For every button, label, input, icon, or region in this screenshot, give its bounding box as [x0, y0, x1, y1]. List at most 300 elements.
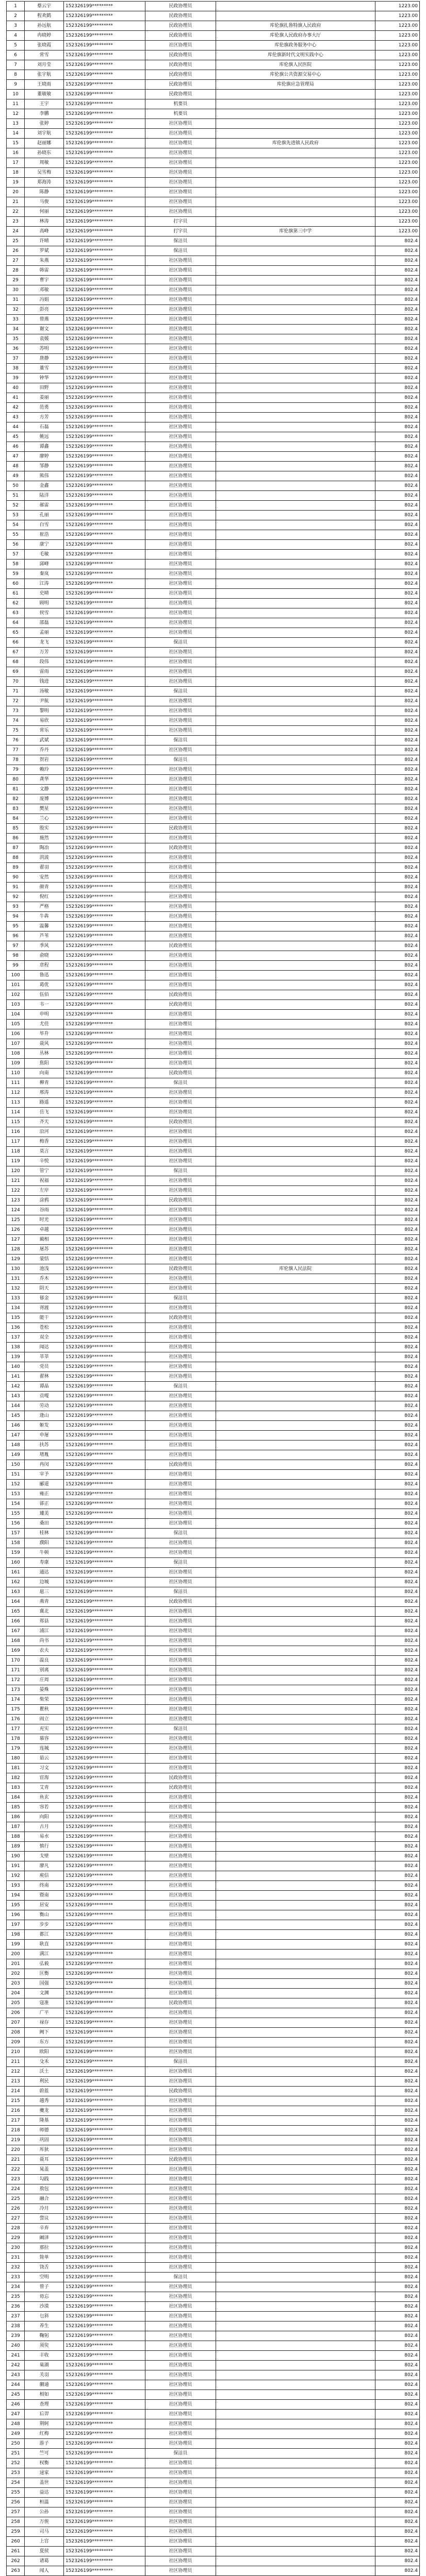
work-unit-cell [216, 2184, 375, 2194]
person-name-cell: 芦苇 [25, 931, 64, 941]
position-cell: 社区协理员 [145, 1656, 216, 1666]
position-cell: 社区协理员 [145, 1646, 216, 1656]
person-name-cell: 曾燕 [25, 315, 64, 325]
work-unit-cell [216, 1832, 375, 1842]
amount-cell: 802.4 [375, 1480, 420, 1489]
amount-cell: 1223.00 [375, 188, 420, 197]
person-name-cell: 康宁 [25, 540, 64, 550]
position-cell: 社区协理员 [145, 912, 216, 922]
amount-cell: 802.4 [375, 530, 420, 540]
position-cell: 民政协理员 [145, 1773, 216, 1783]
work-unit-cell [216, 1724, 375, 1734]
table-row [7, 158, 420, 168]
row-number-cell: 151 [7, 1470, 25, 1480]
table-row [7, 2184, 420, 2194]
amount-cell: 802.4 [375, 843, 420, 853]
id-number-cell: 152326199********* [63, 2145, 145, 2155]
work-unit-cell [216, 1920, 375, 1930]
amount-cell: 802.4 [375, 1822, 420, 1832]
table-row [7, 1137, 420, 1147]
amount-cell: 802.4 [375, 589, 420, 599]
person-name-cell: 范勇 [25, 403, 64, 413]
row-number-cell: 76 [7, 736, 25, 745]
work-unit-cell [216, 2214, 375, 2224]
position-cell: 社区协理员 [145, 1636, 216, 1646]
person-name-cell: 周敏 [25, 158, 64, 168]
id-number-cell: 152326199********* [63, 452, 145, 462]
amount-cell: 802.4 [375, 1343, 420, 1352]
row-number-cell: 224 [7, 2184, 25, 2194]
work-unit-cell [216, 834, 375, 843]
row-number-cell: 196 [7, 1910, 25, 1920]
amount-cell: 802.4 [375, 2204, 420, 2214]
id-number-cell: 152326199********* [63, 843, 145, 853]
row-number-cell: 133 [7, 1294, 25, 1303]
work-unit-cell [216, 1578, 375, 1587]
position-cell: 社区协理员 [145, 706, 216, 716]
table-row [7, 354, 420, 364]
id-number-cell: 152326199********* [63, 1597, 145, 1607]
person-name-cell: 夔龙 [25, 2106, 64, 2116]
table-row [7, 628, 420, 638]
table-row [7, 393, 420, 403]
person-name-cell: 韦一 [25, 1000, 64, 1010]
id-number-cell: 152326199********* [63, 1695, 145, 1705]
person-name-cell: 融合 [25, 2194, 64, 2204]
table-row [7, 2145, 420, 2155]
person-name-cell: 游子 [25, 2439, 64, 2449]
row-number-cell: 227 [7, 2214, 25, 2224]
position-cell: 社区协理员 [145, 471, 216, 481]
id-number-cell: 152326199********* [63, 2155, 145, 2165]
amount-cell: 802.4 [375, 501, 420, 511]
position-cell: 社区协理员 [145, 129, 216, 139]
person-name-cell: 茹云 [25, 1754, 64, 1764]
work-unit-cell [216, 2478, 375, 2488]
id-number-cell: 152326199********* [63, 511, 145, 520]
work-unit-cell [216, 246, 375, 256]
table-row [7, 471, 420, 481]
row-number-cell: 114 [7, 1108, 25, 1117]
row-number-cell: 30 [7, 285, 25, 295]
table-row [7, 2370, 420, 2380]
amount-cell: 802.4 [375, 2038, 420, 2047]
position-cell: 社区协理员 [145, 834, 216, 843]
id-number-cell: 152326199********* [63, 41, 145, 50]
table-row [7, 1382, 420, 1392]
work-unit-cell [216, 931, 375, 941]
person-name-cell: 季风 [25, 941, 64, 951]
person-name-cell: 刘宇航 [25, 129, 64, 139]
id-number-cell: 152326199********* [63, 1607, 145, 1617]
work-unit-cell [216, 971, 375, 980]
amount-cell: 1223.00 [375, 90, 420, 99]
work-unit-cell [216, 236, 375, 246]
row-number-cell: 94 [7, 912, 25, 922]
amount-cell: 802.4 [375, 246, 420, 256]
table-row [7, 1695, 420, 1705]
id-number-cell: 152326199********* [63, 2165, 145, 2175]
position-cell: 社区协理员 [145, 2106, 216, 2116]
amount-cell: 802.4 [375, 1842, 420, 1852]
amount-cell: 802.4 [375, 2077, 420, 2087]
amount-cell: 802.4 [375, 569, 420, 579]
work-unit-cell [216, 560, 375, 569]
table-row [7, 383, 420, 393]
amount-cell: 802.4 [375, 1401, 420, 1411]
work-unit-cell [216, 2204, 375, 2214]
work-unit-cell [216, 2370, 375, 2380]
id-number-cell: 152326199********* [63, 530, 145, 540]
row-number-cell: 45 [7, 432, 25, 442]
work-unit-cell [216, 2537, 375, 2547]
id-number-cell: 152326199********* [63, 922, 145, 931]
person-name-cell: 曾子 [25, 2282, 64, 2292]
table-row [7, 1959, 420, 1969]
amount-cell: 802.4 [375, 364, 420, 374]
person-name-cell: 申明 [25, 1010, 64, 1020]
person-name-cell: 王宇 [25, 99, 64, 109]
amount-cell: 802.4 [375, 2263, 420, 2273]
work-unit-cell [216, 1940, 375, 1950]
table-row [7, 188, 420, 197]
person-name-cell: 晁盖 [25, 2165, 64, 2175]
amount-cell: 802.4 [375, 765, 420, 775]
position-cell: 社区协理员 [145, 785, 216, 794]
position-cell: 社区协理员 [145, 1401, 216, 1411]
table-row [7, 1871, 420, 1881]
amount-cell: 802.4 [375, 1685, 420, 1695]
work-unit-cell [216, 1529, 375, 1538]
position-cell: 社区协理员 [145, 207, 216, 217]
position-cell: 社区协理员 [145, 599, 216, 608]
work-unit-cell [216, 1010, 375, 1020]
table-row [7, 1245, 420, 1255]
row-number-cell: 121 [7, 1176, 25, 1186]
amount-cell: 802.4 [375, 236, 420, 246]
person-name-cell: 施然 [25, 834, 64, 843]
id-number-cell: 152326199********* [63, 1626, 145, 1636]
work-unit-cell [216, 1773, 375, 1783]
row-number-cell: 173 [7, 1685, 25, 1695]
amount-cell: 802.4 [375, 1754, 420, 1764]
position-cell: 社区协理员 [145, 2184, 216, 2194]
position-cell: 社区协理员 [145, 804, 216, 814]
position-cell: 社区协理员 [145, 1822, 216, 1832]
amount-cell: 802.4 [375, 1470, 420, 1480]
amount-cell: 802.4 [375, 560, 420, 569]
work-unit-cell [216, 687, 375, 697]
work-unit-cell [216, 1656, 375, 1666]
table-row [7, 119, 420, 129]
row-number-cell: 144 [7, 1401, 25, 1411]
id-number-cell: 152326199********* [63, 305, 145, 315]
work-unit-cell [216, 2273, 375, 2282]
person-name-cell: 艾青 [25, 1783, 64, 1793]
id-number-cell: 152326199********* [63, 1274, 145, 1284]
person-name-cell: 濮阳 [25, 1538, 64, 1548]
table-row [7, 1196, 420, 1206]
amount-cell: 802.4 [375, 422, 420, 432]
row-number-cell: 130 [7, 1264, 25, 1274]
person-name-cell: 许晴 [25, 236, 64, 246]
work-unit-cell [216, 1822, 375, 1832]
table-row [7, 2312, 420, 2321]
id-number-cell: 152326199********* [63, 1529, 145, 1538]
work-unit-cell [216, 1255, 375, 1264]
work-unit-cell [216, 1715, 375, 1724]
amount-cell: 802.4 [375, 1891, 420, 1901]
table-row [7, 2498, 420, 2507]
person-name-cell: 左岸 [25, 1186, 64, 1196]
position-cell: 社区协理员 [145, 2547, 216, 2556]
work-unit-cell: 库伦旗政务服务中心 [216, 41, 375, 50]
id-number-cell: 152326199********* [63, 1587, 145, 1597]
person-name-cell: 史晴 [25, 589, 64, 599]
row-number-cell: 242 [7, 2361, 25, 2370]
table-row [7, 1166, 420, 1176]
position-cell: 社区协理员 [145, 344, 216, 354]
table-row [7, 1548, 420, 1558]
person-name-cell: 隆基 [25, 2116, 64, 2126]
id-number-cell: 152326199********* [63, 667, 145, 677]
person-name-cell: 闻达 [25, 1343, 64, 1352]
row-number-cell: 57 [7, 550, 25, 560]
table-row [7, 422, 420, 432]
position-cell: 社区协理员 [145, 2116, 216, 2126]
person-name-cell: 孙远航 [25, 21, 64, 31]
work-unit-cell [216, 1137, 375, 1147]
position-cell: 社区协理员 [145, 1852, 216, 1861]
position-cell: 社区协理员 [145, 119, 216, 129]
amount-cell: 802.4 [375, 2537, 420, 2547]
position-cell: 民政协理员 [145, 1117, 216, 1127]
table-row [7, 2057, 420, 2067]
row-number-cell: 146 [7, 1421, 25, 1431]
amount-cell: 802.4 [375, 990, 420, 1000]
amount-cell: 1223.00 [375, 197, 420, 207]
table-row [7, 246, 420, 256]
position-cell: 保洁员 [145, 1558, 216, 1568]
table-row [7, 2165, 420, 2175]
position-cell: 社区协理员 [145, 1734, 216, 1744]
work-unit-cell [216, 413, 375, 422]
work-unit-cell [216, 1343, 375, 1352]
id-number-cell: 152326199********* [63, 1215, 145, 1225]
table-row [7, 325, 420, 334]
amount-cell: 802.4 [375, 2233, 420, 2243]
table-row [7, 530, 420, 540]
row-number-cell: 115 [7, 1117, 25, 1127]
table-row [7, 2449, 420, 2459]
row-number-cell: 20 [7, 188, 25, 197]
position-cell: 保洁员 [145, 2057, 216, 2067]
person-name-cell: 文静 [25, 785, 64, 794]
row-number-cell: 240 [7, 2341, 25, 2351]
position-cell: 社区协理员 [145, 1137, 216, 1147]
id-number-cell: 152326199********* [63, 638, 145, 648]
row-number-cell: 127 [7, 1235, 25, 1245]
position-cell: 社区协理员 [145, 2341, 216, 2351]
work-unit-cell [216, 168, 375, 178]
person-name-cell: 宦海 [25, 1773, 64, 1783]
work-unit-cell [216, 2351, 375, 2361]
person-name-cell: 容若 [25, 1803, 64, 1812]
position-cell: 社区协理员 [145, 2077, 216, 2087]
work-unit-cell [216, 2233, 375, 2243]
person-name-cell: 林涛 [25, 217, 64, 227]
id-number-cell: 152326199********* [63, 931, 145, 941]
table-row [7, 990, 420, 1000]
row-number-cell: 116 [7, 1127, 25, 1137]
work-unit-cell [216, 706, 375, 716]
amount-cell: 802.4 [375, 1568, 420, 1578]
table-row [7, 1636, 420, 1646]
work-unit-cell [216, 638, 375, 648]
person-name-cell: 孔丽 [25, 511, 64, 520]
row-number-cell: 254 [7, 2478, 25, 2488]
work-unit-cell [216, 1059, 375, 1069]
work-unit-cell [216, 1235, 375, 1245]
person-name-cell: 雷雨 [25, 667, 64, 677]
amount-cell: 802.4 [375, 2312, 420, 2321]
table-row [7, 873, 420, 883]
work-unit-cell [216, 354, 375, 364]
table-row [7, 2204, 420, 2214]
work-unit-cell [216, 1705, 375, 1715]
id-number-cell: 152326199********* [63, 2136, 145, 2145]
position-cell: 社区协理员 [145, 295, 216, 305]
id-number-cell: 152326199********* [63, 2273, 145, 2282]
row-number-cell: 235 [7, 2292, 25, 2302]
row-number-cell: 170 [7, 1656, 25, 1666]
table-body [7, 2, 420, 2576]
table-row [7, 2478, 420, 2488]
work-unit-cell [216, 217, 375, 227]
person-name-cell: 钱进 [25, 677, 64, 687]
amount-cell: 802.4 [375, 1078, 420, 1088]
amount-cell: 802.4 [375, 677, 420, 687]
id-number-cell: 152326199********* [63, 1910, 145, 1920]
work-unit-cell [216, 1852, 375, 1861]
person-name-cell: 农夫 [25, 1646, 64, 1656]
id-number-cell: 152326199********* [63, 1891, 145, 1901]
table-row [7, 2008, 420, 2018]
amount-cell: 802.4 [375, 2106, 420, 2116]
row-number-cell: 160 [7, 1558, 25, 1568]
work-unit-cell [216, 1186, 375, 1196]
position-cell: 民政协理员 [145, 1000, 216, 1010]
person-name-cell: 连城 [25, 1744, 64, 1754]
amount-cell: 802.4 [375, 863, 420, 873]
person-name-cell: 石磊 [25, 422, 64, 432]
row-number-cell: 207 [7, 2018, 25, 2028]
id-number-cell: 152326199********* [63, 2224, 145, 2233]
table-row [7, 1069, 420, 1078]
person-name-cell: 冉晓婷 [25, 31, 64, 41]
table-row [7, 1803, 420, 1812]
table-row [7, 608, 420, 618]
row-number-cell: 222 [7, 2165, 25, 2175]
amount-cell: 802.4 [375, 2478, 420, 2488]
work-unit-cell [216, 344, 375, 354]
work-unit-cell [216, 2547, 375, 2556]
work-unit-cell [216, 853, 375, 863]
position-cell: 社区协理员 [145, 560, 216, 569]
position-cell: 社区协理员 [145, 1920, 216, 1930]
work-unit-cell [216, 667, 375, 677]
amount-cell: 802.4 [375, 608, 420, 618]
table-row [7, 834, 420, 843]
row-number-cell: 68 [7, 657, 25, 667]
id-number-cell: 152326199********* [63, 980, 145, 990]
person-name-cell: 洪波 [25, 853, 64, 863]
row-number-cell: 62 [7, 599, 25, 608]
row-number-cell: 203 [7, 1979, 25, 1989]
position-cell: 社区协理员 [145, 1411, 216, 1421]
table-row [7, 285, 420, 295]
table-row [7, 2214, 420, 2224]
row-number-cell: 139 [7, 1352, 25, 1362]
person-name-cell: 岳飞 [25, 1108, 64, 1117]
row-number-cell: 113 [7, 1098, 25, 1108]
position-cell: 民政协理员 [145, 2155, 216, 2165]
work-unit-cell [216, 1372, 375, 1382]
amount-cell: 802.4 [375, 873, 420, 883]
work-unit-cell [216, 922, 375, 931]
table-row [7, 1294, 420, 1303]
work-unit-cell [216, 1901, 375, 1910]
amount-cell: 802.4 [375, 1969, 420, 1979]
person-name-cell: 翟林 [25, 1372, 64, 1382]
table-row [7, 364, 420, 374]
table-row [7, 1685, 420, 1695]
person-name-cell: 终南 [25, 1881, 64, 1891]
row-number-cell: 257 [7, 2507, 25, 2517]
table-row [7, 2155, 420, 2165]
id-number-cell: 152326199********* [63, 873, 145, 883]
table-row [7, 2351, 420, 2361]
amount-cell: 802.4 [375, 2498, 420, 2507]
row-number-cell: 187 [7, 1822, 25, 1832]
person-name-cell: 沿河 [25, 1127, 64, 1137]
amount-cell: 1223.00 [375, 41, 420, 50]
work-unit-cell [216, 1646, 375, 1656]
work-unit-cell [216, 315, 375, 325]
amount-cell: 802.4 [375, 2449, 420, 2459]
amount-cell: 802.4 [375, 2566, 420, 2576]
person-name-cell: 关羽 [25, 2370, 64, 2380]
work-unit-cell [216, 990, 375, 1000]
id-number-cell: 152326199********* [63, 736, 145, 745]
position-cell: 社区协理员 [145, 1969, 216, 1979]
id-number-cell: 152326199********* [63, 794, 145, 804]
work-unit-cell [216, 1480, 375, 1489]
row-number-cell: 119 [7, 1157, 25, 1166]
person-name-cell: 吴雪梅 [25, 168, 64, 178]
amount-cell: 802.4 [375, 1245, 420, 1255]
row-number-cell: 208 [7, 2028, 25, 2038]
amount-cell: 802.4 [375, 1901, 420, 1910]
amount-cell: 802.4 [375, 697, 420, 706]
id-number-cell: 152326199********* [63, 227, 145, 236]
table-row [7, 971, 420, 980]
row-number-cell: 147 [7, 1431, 25, 1440]
id-number-cell: 152326199********* [63, 2038, 145, 2047]
amount-cell: 802.4 [375, 1744, 420, 1754]
person-name-cell: 廖凡 [25, 1861, 64, 1871]
person-name-cell: 丰收 [25, 2351, 64, 2361]
